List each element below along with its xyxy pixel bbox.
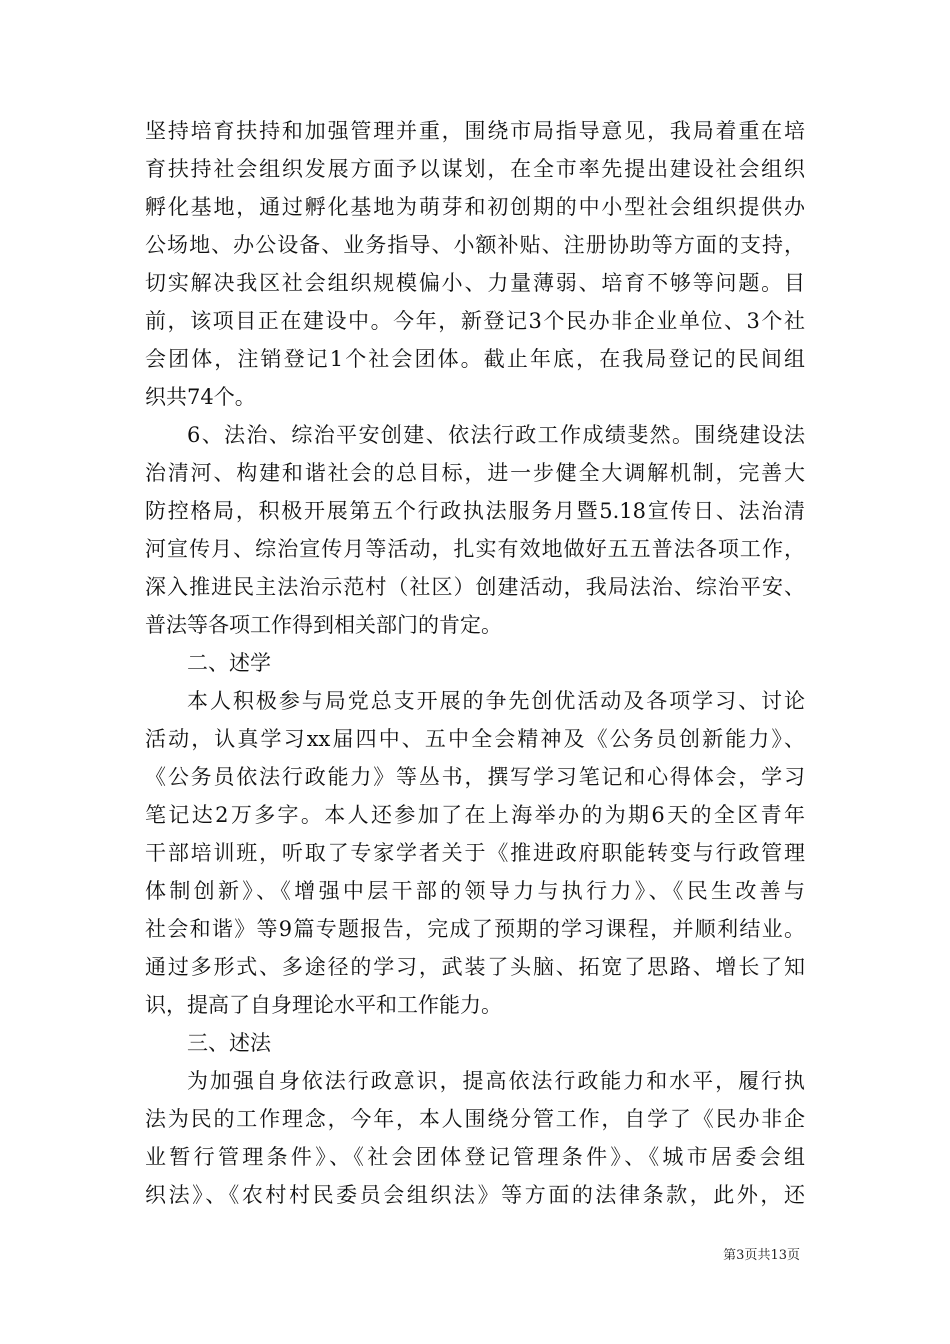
paragraph-first-line: 本人积极参与局党总支开展的争先创优活动及各项学习、讨论 xyxy=(187,689,805,713)
text-line: 识，提高了自身理论水平和工作能力。 xyxy=(145,993,502,1017)
text-line: 治清河、构建和谐社会的总目标，进一步健全大调解机制，完善大 xyxy=(145,461,805,485)
text-line: 防控格局，积极开展第五个行政执法服务月暨5.18宣传日、法治清 xyxy=(145,499,805,523)
page-number-footer: 第3页共13页 xyxy=(723,1248,800,1263)
text-line: 法为民的工作理念，今年，本人围绕分管工作，自学了《民办非企 xyxy=(145,1107,805,1131)
text-line: 织共74个。 xyxy=(145,385,256,409)
text-line: 公场地、办公设备、业务指导、小额补贴、注册协助等方面的支持， xyxy=(145,233,805,257)
text-line: 深入推进民主法治示范村（社区）创建活动，我局法治、综治平安、 xyxy=(145,575,805,599)
text-line: 坚持培育扶持和加强管理并重，围绕市局指导意见，我局着重在培 xyxy=(145,119,805,143)
text-line: 社会和谐》等9篇专题报告，完成了预期的学习课程，并顺利结业。 xyxy=(145,917,805,941)
text-line: 业暂行管理条件》、《社会团体登记管理条件》、《城市居委会组 xyxy=(145,1145,805,1169)
text-line: 织法》、《农村村民委员会组织法》等方面的法律条款，此外，还 xyxy=(145,1183,805,1207)
text-line: 《公务员依法行政能力》等丛书，撰写学习笔记和心得体会，学习 xyxy=(145,765,805,789)
paragraph-first-line: 6、法治、综治平安创建、依法行政工作成绩斐然。围绕建设法 xyxy=(187,423,805,447)
text-line: 河宣传月、综治宣传月等活动，扎实有效地做好五五普法各项工作， xyxy=(145,537,805,561)
text-line: 孵化基地，通过孵化基地为萌芽和初创期的中小型社会组织提供办 xyxy=(145,195,805,219)
text-line: 干部培训班，听取了专家学者关于《推进政府职能转变与行政管理 xyxy=(145,841,805,865)
text-line: 会团体，注销登记1个社会团体。截止年底，在我局登记的民间组 xyxy=(145,347,805,371)
text-line: 活动，认真学习xx届四中、五中全会精神及《公务员创新能力》、 xyxy=(145,727,805,751)
text-line: 前，该项目正在建设中。今年，新登记3个民办非企业单位、3个社 xyxy=(145,309,805,333)
body-text xyxy=(145,112,805,1214)
section-heading: 二、述学 xyxy=(187,651,271,675)
text-line: 切实解决我区社会组织规模偏小、力量薄弱、培育不够等问题。目 xyxy=(145,271,805,295)
text-line: 笔记达2万多字。本人还参加了在上海举办的为期6天的全区青年 xyxy=(145,803,805,827)
text-line: 体制创新》、《增强中层干部的领导力与执行力》、《民生改善与 xyxy=(145,879,805,903)
text-line: 普法等各项工作得到相关部门的肯定。 xyxy=(145,613,502,637)
section-heading: 三、述法 xyxy=(187,1031,271,1055)
paragraph-first-line: 为加强自身依法行政意识，提高依法行政能力和水平，履行执 xyxy=(187,1069,805,1093)
text-line: 育扶持社会组织发展方面予以谋划，在全市率先提出建设社会组织 xyxy=(145,157,805,181)
text-line: 通过多形式、多途径的学习，武装了头脑、拓宽了思路、增长了知 xyxy=(145,955,805,979)
